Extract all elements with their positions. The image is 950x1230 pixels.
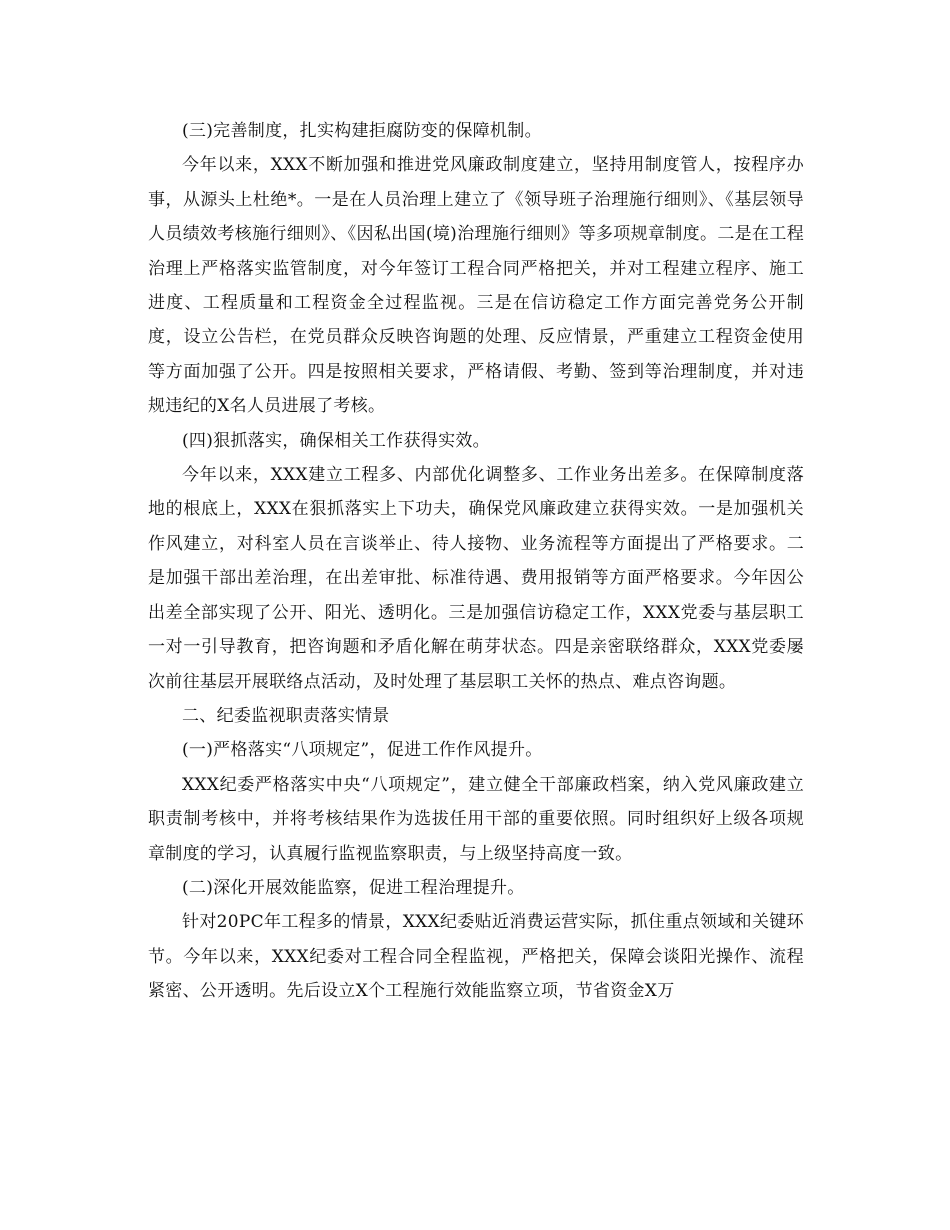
section-heading-implementation: (四)狠抓落实，确保相关工作获得实效。	[182, 430, 490, 451]
section-heading-eight-rules: (一)严格落实“八项规定”，促进工作作风提升。	[182, 740, 543, 761]
section-heading-improve-system: (三)完善制度，扎实构建拒腐防变的保障机制。	[182, 121, 542, 141]
document-body	[148, 114, 804, 1009]
paragraph-efficiency-supervision: 针对20PC年工程多的情景，XXX纪委贴近消费运营实际，抓住重点领域和关键环节。今年以来，XXX纪委对工程合同全程监视，严格把关，保障会谈阳光操作、流程紧密、公开透明。先后设立X个工程施行效能监察立项，节省资金X万	[148, 912, 804, 1002]
paragraph-eight-rules: XXX纪委严格落实中央“八项规定”，建立健全干部廉政档案，纳入党风廉政建立职责制考核中，并将考核结果作为选拔任用干部的重要依照。同时组织好上级各项规章制度的学习，认真履行监视监察职责，与上级坚持高度一致。	[148, 774, 804, 864]
section-heading-efficiency-supervision: (二)深化开展效能监察，促进工程治理提升。	[182, 877, 525, 898]
paragraph-system-building: 今年以来，XXX不断加强和推进党风廉政制度建立，坚持用制度管人，按程序办事，从源头上杜绝*。一是在人员治理上建立了《领导班子治理施行细则》、《基层领导人员绩效考核施行细则》、《因私出国(境)治理施行细则》等多项规章制度。二是在工程治理上严格落实监管制度，对今年签订工程合同严格把关，并对工程建立程序、施工进度、工程质量和工程资金全过程监视。三是在信访稳定工作方面完善党务公开制度，设立公告栏，在党员群众反映咨询题的处理、反应情景，严重建立工程资金使用等方面加强了公开。四是按照相关要求，严格请假、考勤、签到等治理制度，并对违规违纪的X名人员进展了考核。	[148, 155, 804, 417]
section-heading-supervision-duty: 二、纪委监视职责落实情景	[182, 705, 390, 726]
paragraph-implementation: 今年以来，XXX建立工程多、内部优化调整多、工作业务出差多。在保障制度落地的根底上，XXX在狠抓落实上下功夫，确保党风廉政建立获得实效。一是加强机关作风建立，对科室人员在言谈举止、待人接物、业务流程等方面提出了严格要求。二是加强干部出差治理，在出差审批、标准待遇、费用报销等方面严格要求。今年因公出差全部实现了公开、阳光、透明化。三是加强信访稳定工作，XXX党委与基层职工一对一引导教育，把咨询题和矛盾化解在萌芽状态。四是亲密联络群众，XXX党委屡次前往基层开展联络点活动，及时处理了基层职工关怀的热点、难点咨询题。	[148, 465, 804, 692]
